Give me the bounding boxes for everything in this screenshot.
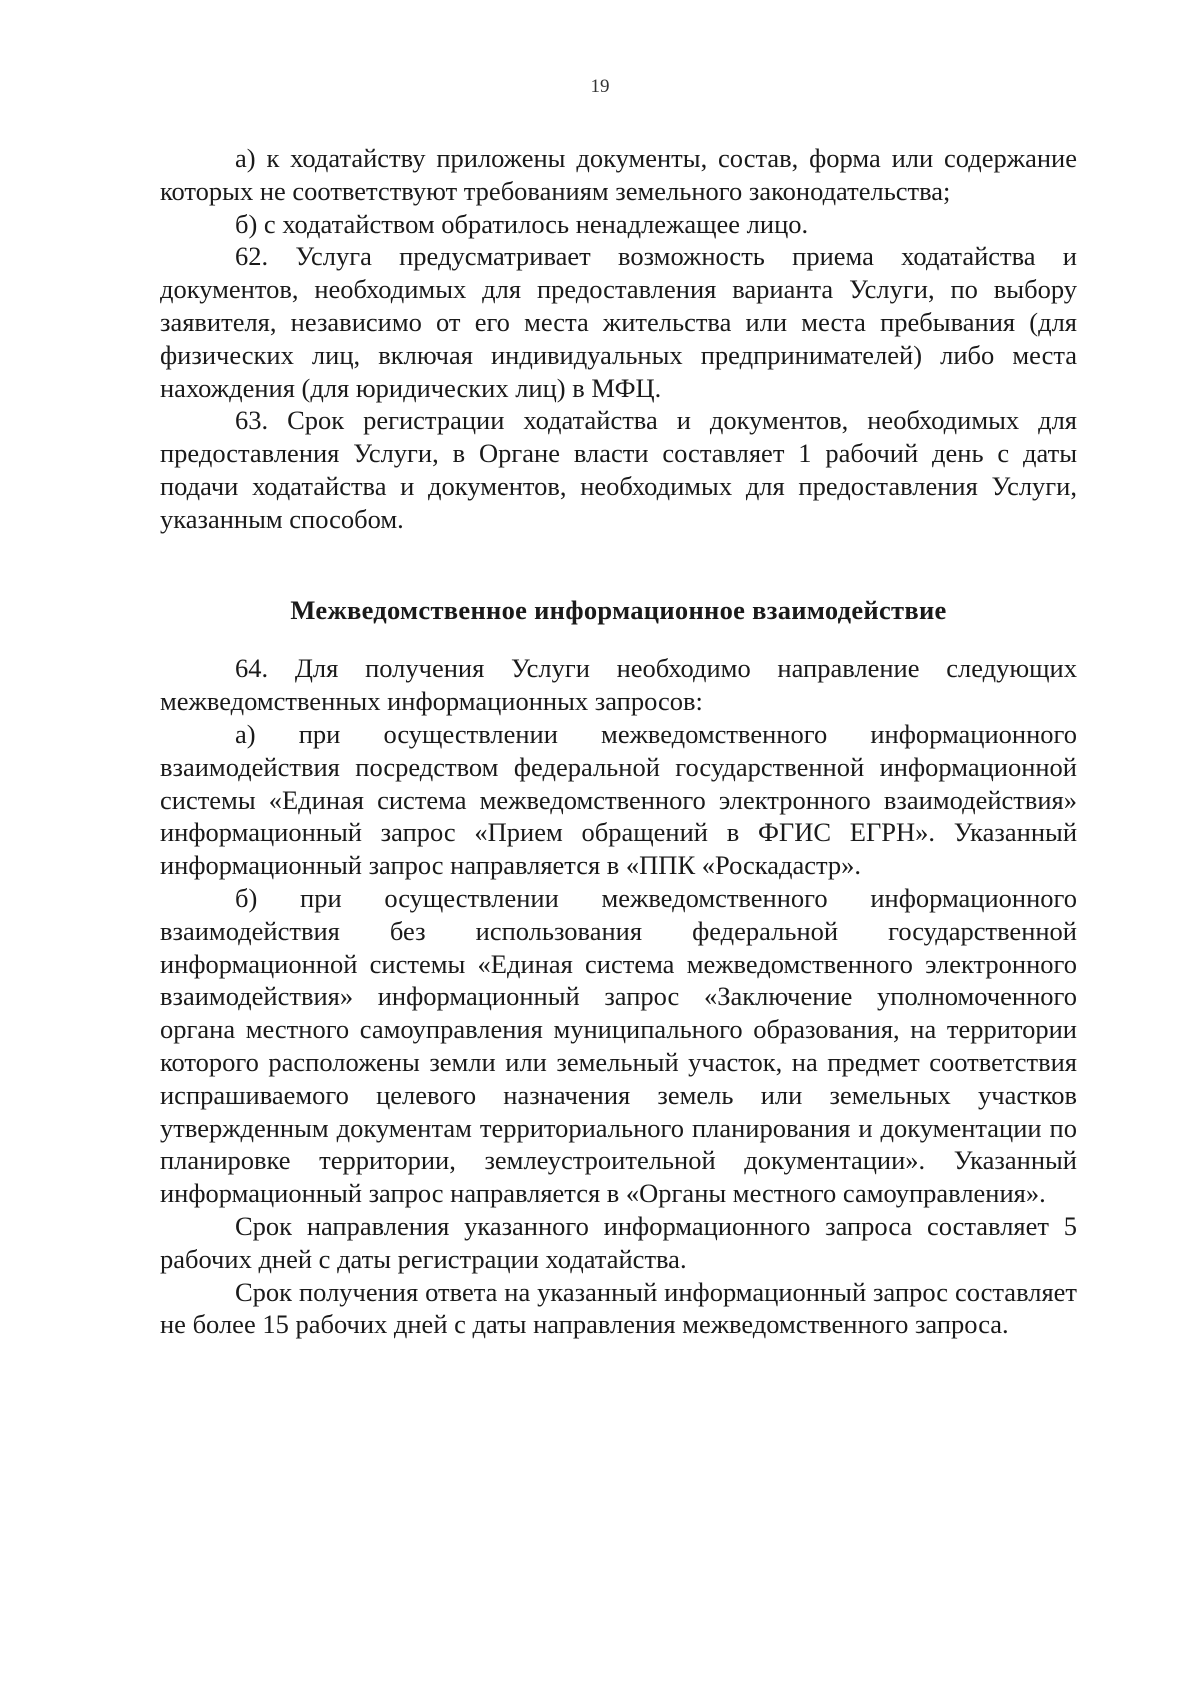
paragraph-62: 62. Услуга предусматривает возможность приема ходатайства и документов, необходимых для предоставления варианта Услуги, по выбору заявителя, независимо от его места жительства или места пребывания (для физических лиц, включая индивидуальных предпринимателей) либо места нахождения (для юридических лиц) в МФЦ. <box>160 241 1077 403</box>
section-interagency-interaction <box>160 652 1077 1341</box>
document-body <box>160 142 1077 1341</box>
paragraph-64-item-a: а) при осуществлении межведомственного информационного взаимодействия посредством федеральной государственной информационной системы «Единая система межведомственного электронного взаимодействия» информационный запрос «Прием обращений в ФГИС ЕГРН». Указанный информационный запрос направляется в «ППК «Роскадастр». <box>160 718 1077 881</box>
page-number: 19 <box>590 76 610 97</box>
paragraph-response-deadline: Срок получения ответа на указанный информационный запрос составляет не более 15 рабочих дней с даты направления межведомственного запроса. <box>160 1276 1077 1340</box>
paragraph-item-b: б) с ходатайством обратилось ненадлежащее лицо. <box>235 208 809 239</box>
paragraph-item-a: а) к ходатайству приложены документы, состав, форма или содержание которых не соответствуют требованиям земельного законодательства; <box>160 143 1077 206</box>
paragraph-64: 64. Для получения Услуги необходимо направление следующих межведомственных информационных запросов: <box>160 653 1077 717</box>
section-heading: Межведомственное информационное взаимодействие <box>290 594 947 625</box>
section-refusal-grounds <box>160 142 1077 536</box>
paragraph-63: 63. Срок регистрации ходатайства и документов, необходимых для предоставления Услуги, в Органе власти составляет 1 рабочий день с даты подачи ходатайства и документов, необходимых для предоставления Услуги, указанным способом. <box>160 405 1077 534</box>
paragraph-64-item-b: б) при осуществлении межведомственного информационного взаимодействия без использования федеральной государственной информационной системы «Единая система межведомственного электронного взаимодействия» информационный запрос «Заключение уполномоченного органа местного самоуправления муниципального образования, на территории которого расположены земли или земельный участок, на предмет соответствия испрашиваемого целевого назначения земель или земельных участков утвержденным документам территориального планирования и документации по планировке территории, землеустроительной документации». Указанный информационный запрос направляется в «Органы местного самоуправления». <box>160 882 1077 1209</box>
paragraph-request-deadline: Срок направления указанного информационного запроса составляет 5 рабочих дней с даты регистрации ходатайства. <box>160 1210 1077 1274</box>
